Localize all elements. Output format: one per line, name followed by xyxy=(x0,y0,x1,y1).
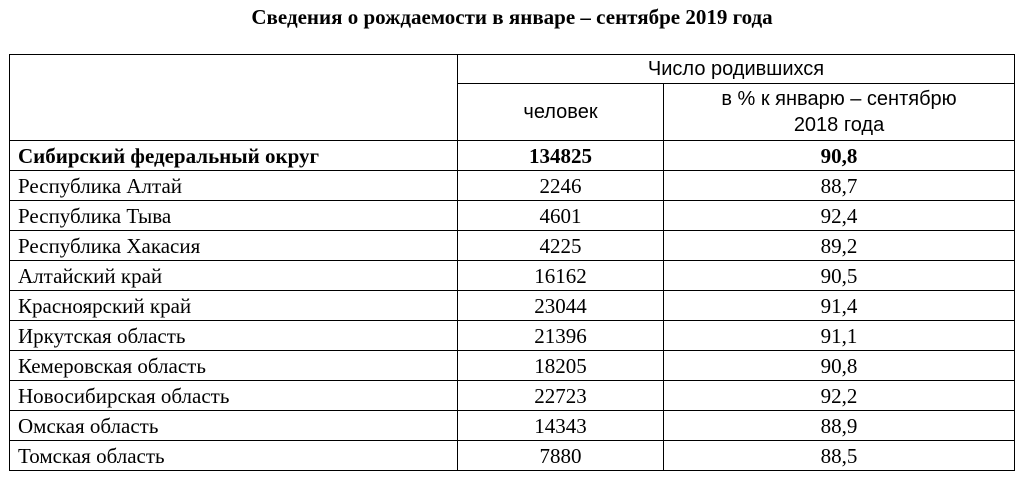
percent-column-label-line1: в % к январю – сентябрю xyxy=(721,88,957,110)
table-row xyxy=(10,441,1015,471)
people-cell: 4601 xyxy=(458,201,664,231)
table-body xyxy=(10,141,1015,471)
people-column-header xyxy=(458,84,664,141)
table-row xyxy=(10,291,1015,321)
region-cell: Томская область xyxy=(10,441,458,471)
table-row xyxy=(10,381,1015,411)
percent-cell: 90,8 xyxy=(664,141,1015,171)
region-cell: Сибирский федеральный округ xyxy=(10,141,458,171)
region-cell: Республика Алтай xyxy=(10,171,458,201)
people-cell: 134825 xyxy=(458,141,664,171)
table-row xyxy=(10,171,1015,201)
table-corner-cell xyxy=(10,55,458,141)
region-cell: Красноярский край xyxy=(10,291,458,321)
table-row xyxy=(10,351,1015,381)
percent-cell: 89,2 xyxy=(664,231,1015,261)
table-row xyxy=(10,411,1015,441)
percent-cell: 88,5 xyxy=(664,441,1015,471)
people-cell: 16162 xyxy=(458,261,664,291)
people-cell: 23044 xyxy=(458,291,664,321)
people-cell: 21396 xyxy=(458,321,664,351)
people-column-label: человек xyxy=(523,101,598,123)
people-cell: 18205 xyxy=(458,351,664,381)
percent-cell: 88,7 xyxy=(664,171,1015,201)
percent-cell: 90,8 xyxy=(664,351,1015,381)
people-cell: 2246 xyxy=(458,171,664,201)
percent-cell: 91,1 xyxy=(664,321,1015,351)
percent-cell: 92,2 xyxy=(664,381,1015,411)
region-cell: Иркутская область xyxy=(10,321,458,351)
births-table xyxy=(9,54,1015,471)
region-cell: Республика Хакасия xyxy=(10,231,458,261)
births-group-header: Число родившихся xyxy=(458,55,1015,84)
people-cell: 7880 xyxy=(458,441,664,471)
table-row xyxy=(10,261,1015,291)
page-title: Сведения о рождаемости в январе – сентябре 2019 года xyxy=(251,5,773,29)
table-row xyxy=(10,231,1015,261)
region-cell: Алтайский край xyxy=(10,261,458,291)
people-cell: 4225 xyxy=(458,231,664,261)
percent-cell: 92,4 xyxy=(664,201,1015,231)
region-cell: Республика Тыва xyxy=(10,201,458,231)
people-cell: 22723 xyxy=(458,381,664,411)
region-cell: Омская область xyxy=(10,411,458,441)
table-row xyxy=(10,321,1015,351)
region-cell: Кемеровская область xyxy=(10,351,458,381)
people-cell: 14343 xyxy=(458,411,664,441)
percent-cell: 88,9 xyxy=(664,411,1015,441)
table-row xyxy=(10,141,1015,171)
percent-cell: 91,4 xyxy=(664,291,1015,321)
region-cell: Новосибирская область xyxy=(10,381,458,411)
percent-column-header xyxy=(664,84,1015,141)
table-row xyxy=(10,201,1015,231)
percent-column-label-line2: 2018 года xyxy=(793,114,885,136)
percent-cell: 90,5 xyxy=(664,261,1015,291)
